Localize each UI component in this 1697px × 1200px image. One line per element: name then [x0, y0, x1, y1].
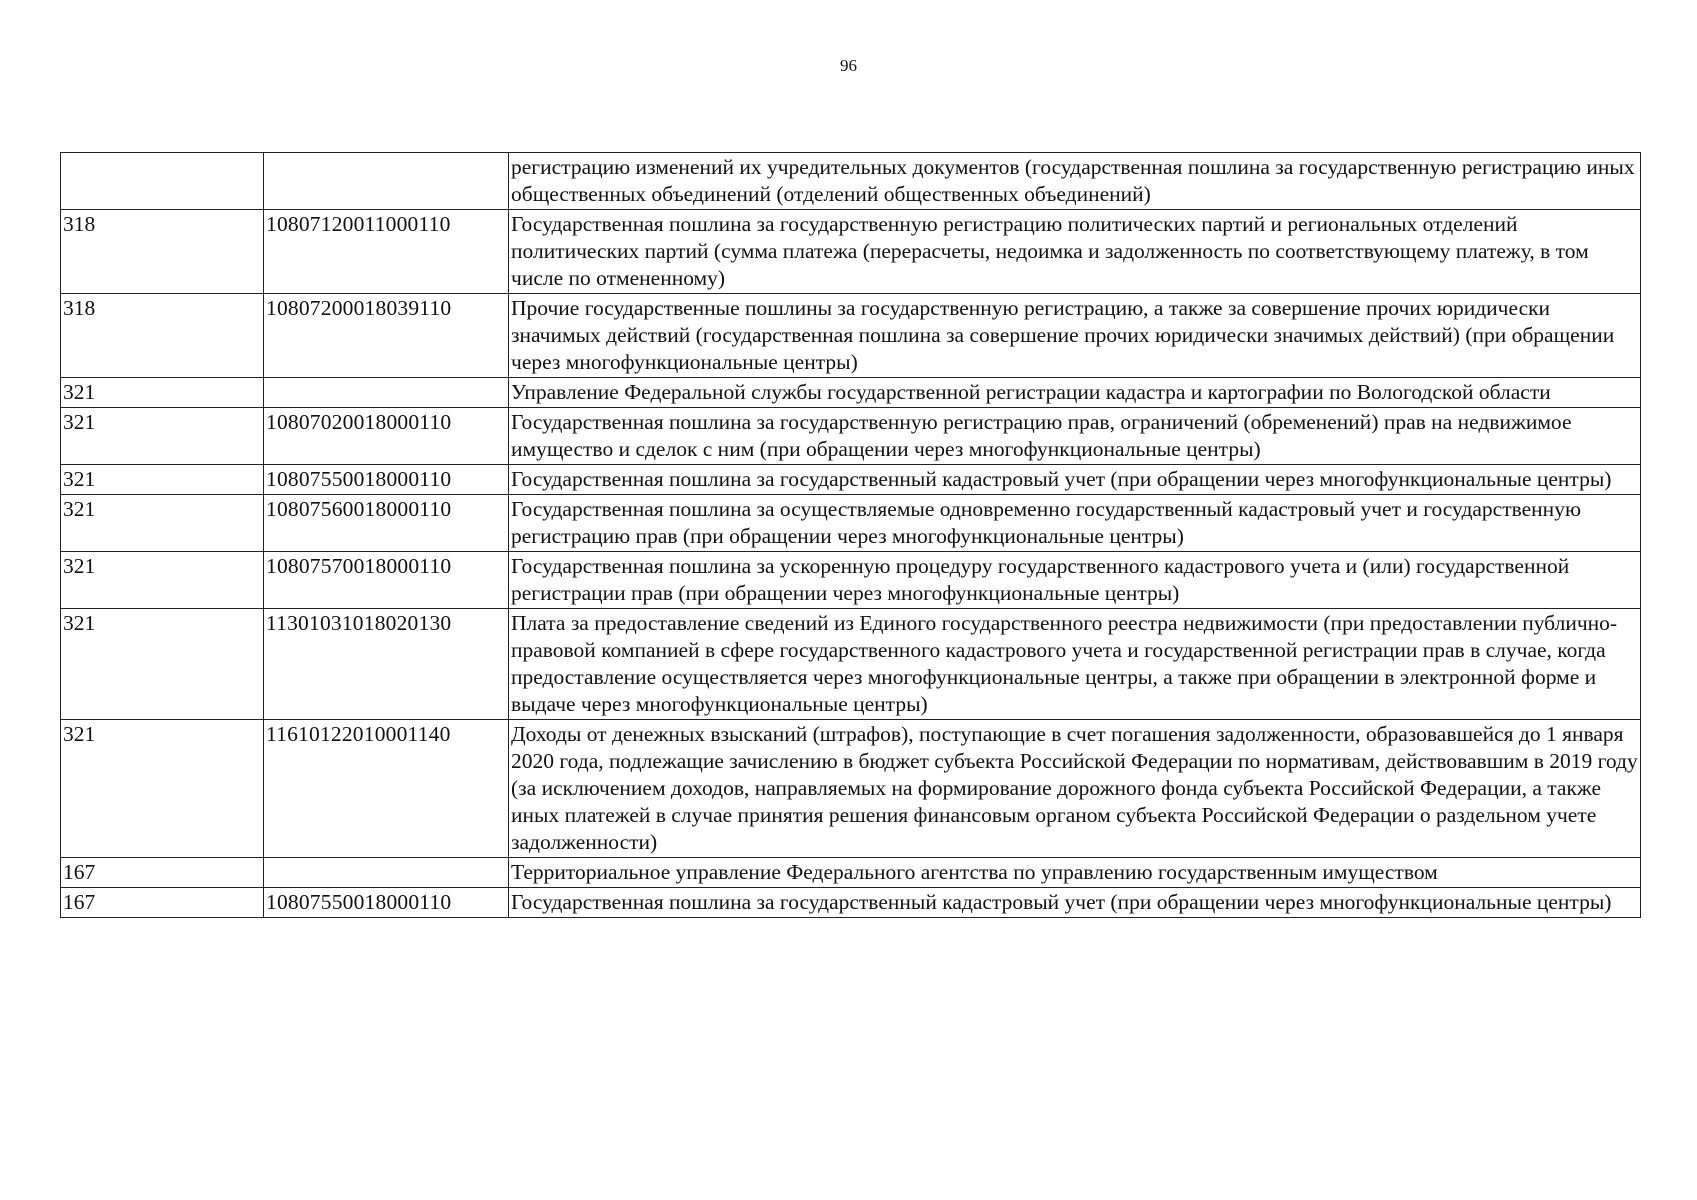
admin-code-cell: 321: [61, 465, 264, 495]
table-row: [61, 153, 1641, 210]
budget-code-cell: 10807570018000110: [264, 552, 509, 609]
description-cell: Доходы от денежных взысканий (штрафов), поступающие в счет погашения задолженности, образовавшейся до 1 января 2020 года, подлежащие зачислению в бюджет субъекта Российской Федерации по нормативам, действовавшим в 2019 году (за исключением доходов, направляемых на формирование дорожного фонда субъекта Российской Федерации, а также иных платежей в случае принятия решения финансовым органом субъекта Российской Федерации о раздельном учете задолженности): [509, 720, 1641, 858]
table-row: [61, 888, 1641, 918]
admin-code-cell: 321: [61, 495, 264, 552]
budget-code-cell: 11610122010001140: [264, 720, 509, 858]
table-row: [61, 720, 1641, 858]
budget-code-cell: 10807120011000110: [264, 210, 509, 294]
admin-code-cell: 321: [61, 408, 264, 465]
admin-code-cell: 321: [61, 609, 264, 720]
budget-code-cell: 10807020018000110: [264, 408, 509, 465]
budget-code-cell: 10807200018039110: [264, 294, 509, 378]
table-row: [61, 609, 1641, 720]
admin-code-cell: 167: [61, 888, 264, 918]
admin-code-cell: [61, 153, 264, 210]
table-row: [61, 858, 1641, 888]
table-row: [61, 378, 1641, 408]
description-cell: Государственная пошлина за государственный кадастровый учет (при обращении через многофункциональные центры): [509, 888, 1641, 918]
table-body: [61, 153, 1641, 918]
table-row: [61, 210, 1641, 294]
table-row: [61, 408, 1641, 465]
page-number: 96: [840, 56, 857, 75]
budget-code-cell: 10807550018000110: [264, 465, 509, 495]
description-cell: Прочие государственные пошлины за государственную регистрацию, а также за совершение прочих юридически значимых действий (государственная пошлина за совершение прочих юридически значимых действий) (при обращении через многофункциональные центры): [509, 294, 1641, 378]
table-row: [61, 552, 1641, 609]
budget-code-cell: 10807560018000110: [264, 495, 509, 552]
admin-code-cell: 318: [61, 210, 264, 294]
description-cell: Государственная пошлина за осуществляемые одновременно государственный кадастровый учет и государственную регистрацию прав (при обращении через многофункциональные центры): [509, 495, 1641, 552]
budget-code-cell: [264, 153, 509, 210]
description-cell: Государственная пошлина за государственный кадастровый учет (при обращении через многофункциональные центры): [509, 465, 1641, 495]
table-row: [61, 465, 1641, 495]
budget-code-cell: [264, 858, 509, 888]
budget-code-cell: 11301031018020130: [264, 609, 509, 720]
admin-code-cell: 321: [61, 552, 264, 609]
description-cell: Плата за предоставление сведений из Единого государственного реестра недвижимости (при предоставлении публично-правовой компанией в сфере государственного кадастрового учета и государственной регистрации прав в случае, когда предоставление осуществляется через многофункциональные центры, а также при обращении в электронной форме и выдаче через многофункциональные центры): [509, 609, 1641, 720]
description-cell: Государственная пошлина за государственную регистрацию прав, ограничений (обременений) прав на недвижимое имущество и сделок с ним (при обращении через многофункциональные центры): [509, 408, 1641, 465]
description-cell: Государственная пошлина за ускоренную процедуру государственного кадастрового учета и (или) государственной регистрации прав (при обращении через многофункциональные центры): [509, 552, 1641, 609]
description-cell: регистрацию изменений их учредительных документов (государственная пошлина за государственную регистрацию иных общественных объединений (отделений общественных объединений): [509, 153, 1641, 210]
budget-code-cell: 10807550018000110: [264, 888, 509, 918]
table-row: [61, 495, 1641, 552]
description-cell: Государственная пошлина за государственную регистрацию политических партий и региональных отделений политических партий (сумма платежа (перерасчеты, недоимка и задолженность по соответствующему платежу, в том числе по отмененному): [509, 210, 1641, 294]
table-row: [61, 294, 1641, 378]
description-cell: Территориальное управление Федерального агентства по управлению государственным имуществом: [509, 858, 1641, 888]
budget-code-cell: [264, 378, 509, 408]
admin-code-cell: 318: [61, 294, 264, 378]
admin-code-cell: 321: [61, 378, 264, 408]
admin-code-cell: 321: [61, 720, 264, 858]
revenue-codes-table: [60, 152, 1641, 918]
description-cell: Управление Федеральной службы государственной регистрации кадастра и картографии по Вологодской области: [509, 378, 1641, 408]
admin-code-cell: 167: [61, 858, 264, 888]
